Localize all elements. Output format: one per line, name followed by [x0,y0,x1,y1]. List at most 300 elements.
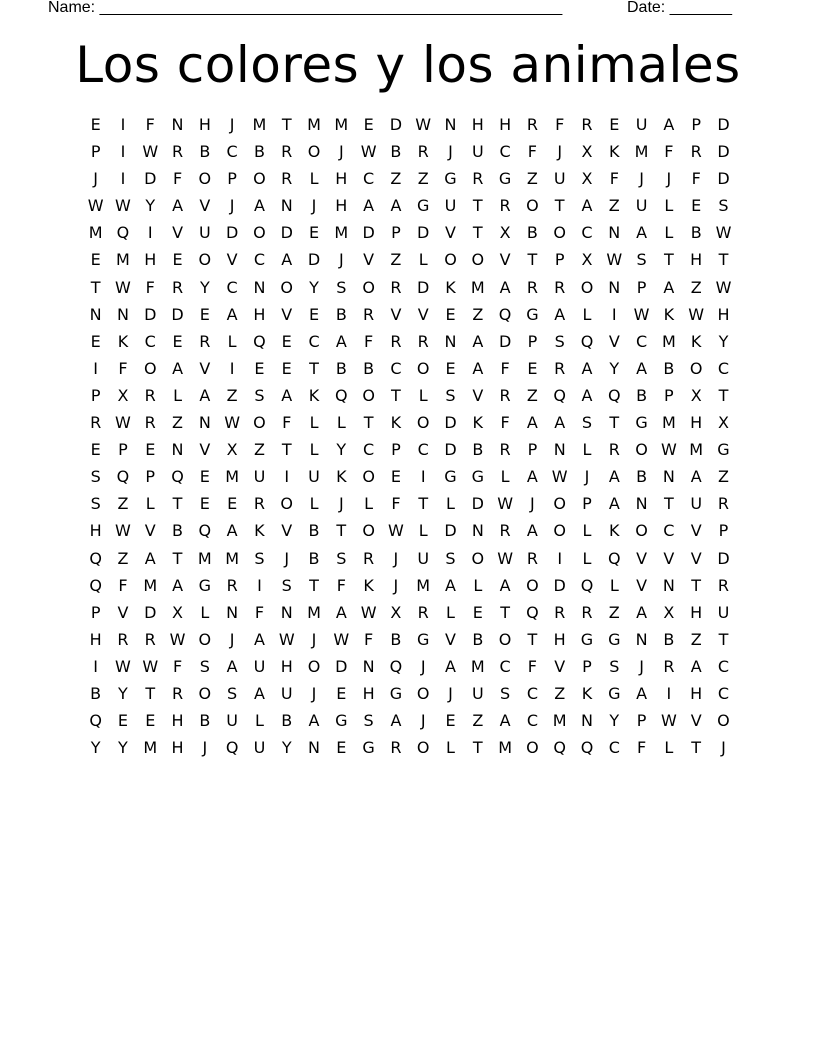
grid-cell: J [229,196,235,216]
grid-cell: A [253,629,265,649]
grid-cell: N [116,304,129,324]
grid-cell: N [280,196,293,216]
grid-cell: K [472,413,484,433]
grid-cell: T [472,738,483,758]
grid-cell: F [527,656,537,676]
grid-cell: W [115,196,131,216]
grid-cell: F [364,331,374,351]
grid-cell: W [169,629,186,649]
grid-cell: O [198,683,212,703]
grid-cell: R [417,142,429,162]
grid-cell: N [608,277,621,297]
grid-cell: B [172,521,184,541]
grid-cell: L [200,602,210,622]
grid-cell: Q [335,385,348,405]
grid-cell: A [253,683,265,703]
grid-cell: P [664,385,674,405]
grid-cell: A [335,602,347,622]
grid-cell: B [308,548,320,568]
grid-cell: C [363,440,375,460]
grid-cell: K [663,304,675,324]
grid-cell: E [90,440,101,460]
grid-cell: V [363,250,375,270]
grid-cell: B [390,629,402,649]
grid-cell: F [172,656,183,676]
grid-cell: E [117,711,128,731]
grid-cell: V [608,331,620,351]
grid-cell: W [497,548,514,568]
grid-cell: N [635,629,648,649]
grid-cell: H [690,250,703,270]
grid-cell: O [471,250,485,270]
grid-cell: L [582,440,592,460]
grid-cell: C [526,711,538,731]
grid-cell: D [362,223,375,243]
grid-cell: S [281,575,292,595]
grid-cell: T [391,385,401,405]
grid-cell: Q [171,467,184,487]
grid-cell: O [526,196,539,216]
grid-cell: Y [609,711,620,731]
grid-cell: G [198,575,212,595]
grid-cell: Z [253,440,265,460]
grid-cell: F [336,575,346,595]
grid-cell: Y [336,440,347,460]
grid-cell: E [609,115,620,134]
grid-cell: R [144,629,156,649]
grid-cell: T [172,548,183,568]
grid-cell: G [471,467,484,487]
grid-cell: R [499,440,511,460]
grid-cell: T [527,250,538,270]
grid-cell: X [717,413,729,433]
grid-cell: X [581,142,593,162]
grid-cell: J [721,738,726,758]
grid-cell: B [636,385,648,405]
grid-cell: L [227,331,237,351]
grid-cell: F [500,413,510,433]
grid-cell: M [498,738,512,758]
grid-cell: S [227,683,238,703]
grid-cell: J [530,494,535,514]
grid-cell: Y [118,738,128,758]
grid-cell: R [554,358,566,378]
grid-cell: S [254,548,265,568]
grid-cell: D [144,304,157,324]
grid-cell: L [500,467,510,487]
grid-cell: C [717,358,730,378]
name-field-label: Name: ____________________________________________________ [48,0,563,16]
page-title: Los colores y los animales [75,36,741,94]
grid-cell: G [362,738,375,758]
grid-cell: O [444,250,457,270]
grid-cell: A [608,467,620,487]
grid-cell: Z [717,467,729,487]
grid-cell: Q [526,602,539,622]
grid-cell: B [281,711,293,731]
grid-cell: A [636,358,648,378]
grid-cell: D [225,223,239,243]
grid-cell: A [445,656,456,676]
grid-cell: W [115,521,131,541]
grid-cell: L [582,304,592,324]
grid-cell: I [284,467,290,487]
grid-cell: V [417,304,429,324]
grid-cell: C [417,440,429,460]
grid-cell: L [446,494,455,514]
grid-cell: O [198,169,212,189]
grid-cell: Z [117,548,129,568]
grid-cell: L [173,385,182,405]
grid-cell: B [253,142,265,162]
grid-cell: L [418,385,428,405]
grid-cell: D [335,656,348,676]
grid-cell: V [690,711,702,731]
grid-cell: P [636,277,647,297]
grid-cell: X [172,602,184,622]
grid-cell: W [333,629,350,649]
grid-cell: R [717,494,730,514]
grid-cell: K [609,142,620,162]
grid-cell: R [554,277,566,297]
grid-cell: J [639,656,644,676]
grid-cell: Q [225,738,239,758]
grid-cell: M [416,575,431,595]
grid-cell: Y [118,683,128,703]
grid-cell: Q [607,385,621,405]
grid-cell: P [636,711,647,731]
grid-cell: P [718,521,729,541]
grid-cell: H [717,304,730,324]
grid-cell: W [278,629,295,649]
grid-cell: F [691,169,701,189]
grid-cell: F [609,169,619,189]
grid-cell: N [662,467,675,487]
grid-cell: U [226,711,238,731]
grid-cell: S [554,331,565,351]
grid-cell: P [391,223,401,243]
grid-cell: M [88,223,103,243]
grid-cell: Q [580,331,594,351]
grid-cell: K [117,331,129,351]
grid-cell: W [142,142,159,162]
grid-cell: E [90,250,101,270]
grid-cell: C [499,142,511,162]
grid-cell: V [226,250,238,270]
grid-cell: B [472,440,484,460]
grid-cell: T [309,575,319,595]
grid-cell: Z [554,683,566,703]
grid-cell: O [253,169,266,189]
grid-cell: L [473,575,483,595]
grid-cell: F [500,358,510,378]
grid-cell: X [581,250,593,270]
grid-cell: R [581,115,593,134]
grid-cell: M [197,548,212,568]
grid-cell: Y [199,277,210,297]
grid-cell: F [145,277,155,297]
grid-cell: E [199,494,210,514]
grid-cell: N [89,304,102,324]
grid-cell: L [336,413,346,433]
grid-cell: E [254,358,265,378]
grid-cell: L [664,738,674,758]
grid-cell: I [147,223,153,243]
grid-cell: R [390,738,402,758]
grid-cell: C [308,331,320,351]
grid-cell: I [120,142,126,162]
grid-cell: I [93,656,98,676]
grid-cell: A [335,331,347,351]
grid-cell: K [308,385,320,405]
grid-cell: T [718,629,729,649]
grid-cell: R [690,142,702,162]
grid-cell: A [608,494,620,514]
grid-cell: E [199,467,210,487]
grid-cell: R [499,196,511,216]
grid-cell: L [664,196,674,216]
grid-cell: P [118,440,128,460]
grid-cell: G [335,711,348,731]
grid-cell: R [281,169,293,189]
grid-cell: Q [116,223,130,243]
grid-cell: E [445,304,456,324]
grid-cell: E [281,358,292,378]
grid-cell: H [362,683,375,703]
grid-cell: H [335,196,348,216]
grid-cell: J [557,142,563,162]
grid-cell: R [417,331,429,351]
grid-cell: W [115,413,131,433]
grid-cell: N [608,223,621,243]
grid-cell: X [117,385,129,405]
grid-cell: T [172,494,183,514]
grid-cell: N [253,277,266,297]
grid-cell: M [334,223,349,243]
grid-cell: A [226,656,238,676]
grid-cell: U [253,738,266,758]
grid-cell: Z [608,602,620,622]
grid-cell: O [689,358,703,378]
grid-cell: V [445,223,456,243]
grid-cell: D [717,115,730,134]
grid-cell: G [444,467,457,487]
grid-cell: A [390,711,402,731]
grid-cell: O [253,223,266,243]
grid-cell: B [636,467,648,487]
grid-cell: B [335,304,347,324]
grid-cell: L [664,223,674,243]
grid-cell: A [390,196,402,216]
grid-cell: O [717,711,730,731]
grid-cell: B [472,629,484,649]
grid-cell: F [664,142,674,162]
grid-cell: O [553,223,566,243]
grid-cell: C [636,331,648,351]
grid-cell: E [172,331,183,351]
grid-cell: C [581,223,593,243]
grid-cell: E [199,304,210,324]
grid-cell: I [611,304,617,324]
grid-cell: M [143,575,158,595]
grid-cell: H [198,115,211,134]
grid-cell: A [663,115,675,134]
grid-cell: W [224,413,241,433]
grid-cell: Y [309,277,319,297]
grid-cell: V [445,629,456,649]
grid-cell: J [284,548,290,568]
grid-cell: T [691,575,702,595]
grid-cell: V [281,521,293,541]
grid-cell: G [389,683,403,703]
grid-cell: R [390,331,402,351]
grid-cell: T [281,440,292,460]
grid-cell: L [309,169,319,189]
grid-cell: L [145,494,155,514]
grid-cell: O [280,277,294,297]
grid-cell: O [362,385,375,405]
grid-cell: M [307,115,321,134]
grid-cell: D [717,548,730,568]
grid-cell: J [448,683,453,703]
grid-cell: A [281,385,293,405]
grid-cell: U [417,548,430,568]
grid-cell: H [499,115,512,134]
grid-cell: C [717,683,730,703]
grid-cell: O [553,494,566,514]
grid-cell: J [448,142,453,162]
grid-cell: J [311,683,317,703]
grid-cell: Q [580,575,594,595]
grid-cell: N [171,115,184,134]
grid-cell: B [308,521,320,541]
grid-cell: P [90,142,101,162]
grid-cell: Z [472,304,484,324]
grid-cell: S [581,413,593,433]
grid-cell: L [309,413,319,433]
grid-cell: P [582,494,592,514]
grid-cell: O [307,656,321,676]
grid-cell: C [717,656,730,676]
grid-cell: J [311,629,317,649]
grid-cell: K [336,467,347,487]
grid-cell: A [472,331,484,351]
grid-cell: L [418,521,428,541]
grid-cell: E [281,331,292,351]
grid-cell: O [416,413,430,433]
grid-cell: J [229,629,235,649]
grid-cell: D [389,115,403,134]
grid-cell: O [526,575,539,595]
grid-cell: A [526,521,538,541]
grid-cell: W [497,494,514,514]
grid-cell: F [172,169,183,189]
grid-cell: O [416,683,430,703]
grid-cell: H [690,413,703,433]
grid-cell: D [553,575,566,595]
grid-cell: K [390,413,402,433]
grid-cell: R [499,385,511,405]
grid-cell: A [172,358,184,378]
grid-cell: N [280,602,293,622]
grid-cell: O [198,250,212,270]
grid-cell: D [171,304,184,324]
grid-cell: R [363,548,375,568]
grid-cell: E [445,711,456,731]
grid-cell: V [281,304,293,324]
grid-cell: A [199,385,211,405]
grid-cell: D [717,142,730,162]
grid-cell: D [417,223,430,243]
grid-cell: H [335,169,348,189]
grid-cell: N [308,738,320,758]
grid-cell: T [472,223,483,243]
grid-cell: J [202,738,208,758]
grid-cell: X [390,602,402,622]
grid-cell: E [308,304,320,324]
grid-cell: O [553,521,566,541]
grid-cell: T [718,385,729,405]
grid-cell: O [580,277,594,297]
grid-cell: A [554,304,566,324]
grid-cell: R [717,575,730,595]
grid-cell: D [417,277,430,297]
grid-cell: W [360,602,377,622]
grid-cell: U [253,656,266,676]
grid-cell: U [635,196,648,216]
grid-cell: W [115,277,131,297]
grid-cell: B [390,142,402,162]
grid-cell: D [498,331,512,351]
grid-cell: G [444,169,457,189]
grid-cell: Q [553,385,566,405]
grid-cell: R [526,548,538,568]
grid-cell: I [420,467,426,487]
grid-cell: M [552,711,567,731]
grid-cell: O [143,358,157,378]
grid-cell: C [663,521,675,541]
grid-cell: L [309,494,319,514]
grid-cell: Q [607,548,621,568]
grid-cell: K [254,521,265,541]
grid-cell: V [144,521,156,541]
grid-cell: J [93,169,98,189]
grid-cell: T [281,115,292,134]
grid-cell: V [199,196,211,216]
grid-cell: J [338,250,344,270]
grid-cell: T [309,358,319,378]
grid-cell: W [142,656,159,676]
grid-cell: J [639,169,644,189]
grid-cell: J [338,494,344,514]
grid-cell: Z [690,629,702,649]
grid-cell: H [253,304,266,324]
grid-cell: O [635,521,648,541]
grid-cell: R [608,440,620,460]
grid-cell: F [282,413,292,433]
grid-cell: A [472,358,484,378]
grid-cell: S [500,683,511,703]
grid-cell: R [417,602,429,622]
grid-cell: M [252,115,267,134]
grid-cell: R [90,413,102,433]
grid-cell: Z [390,250,402,270]
grid-cell: N [635,494,648,514]
grid-cell: F [145,115,155,134]
grid-cell: G [635,413,648,433]
grid-cell: R [663,656,675,676]
grid-cell: J [666,169,672,189]
